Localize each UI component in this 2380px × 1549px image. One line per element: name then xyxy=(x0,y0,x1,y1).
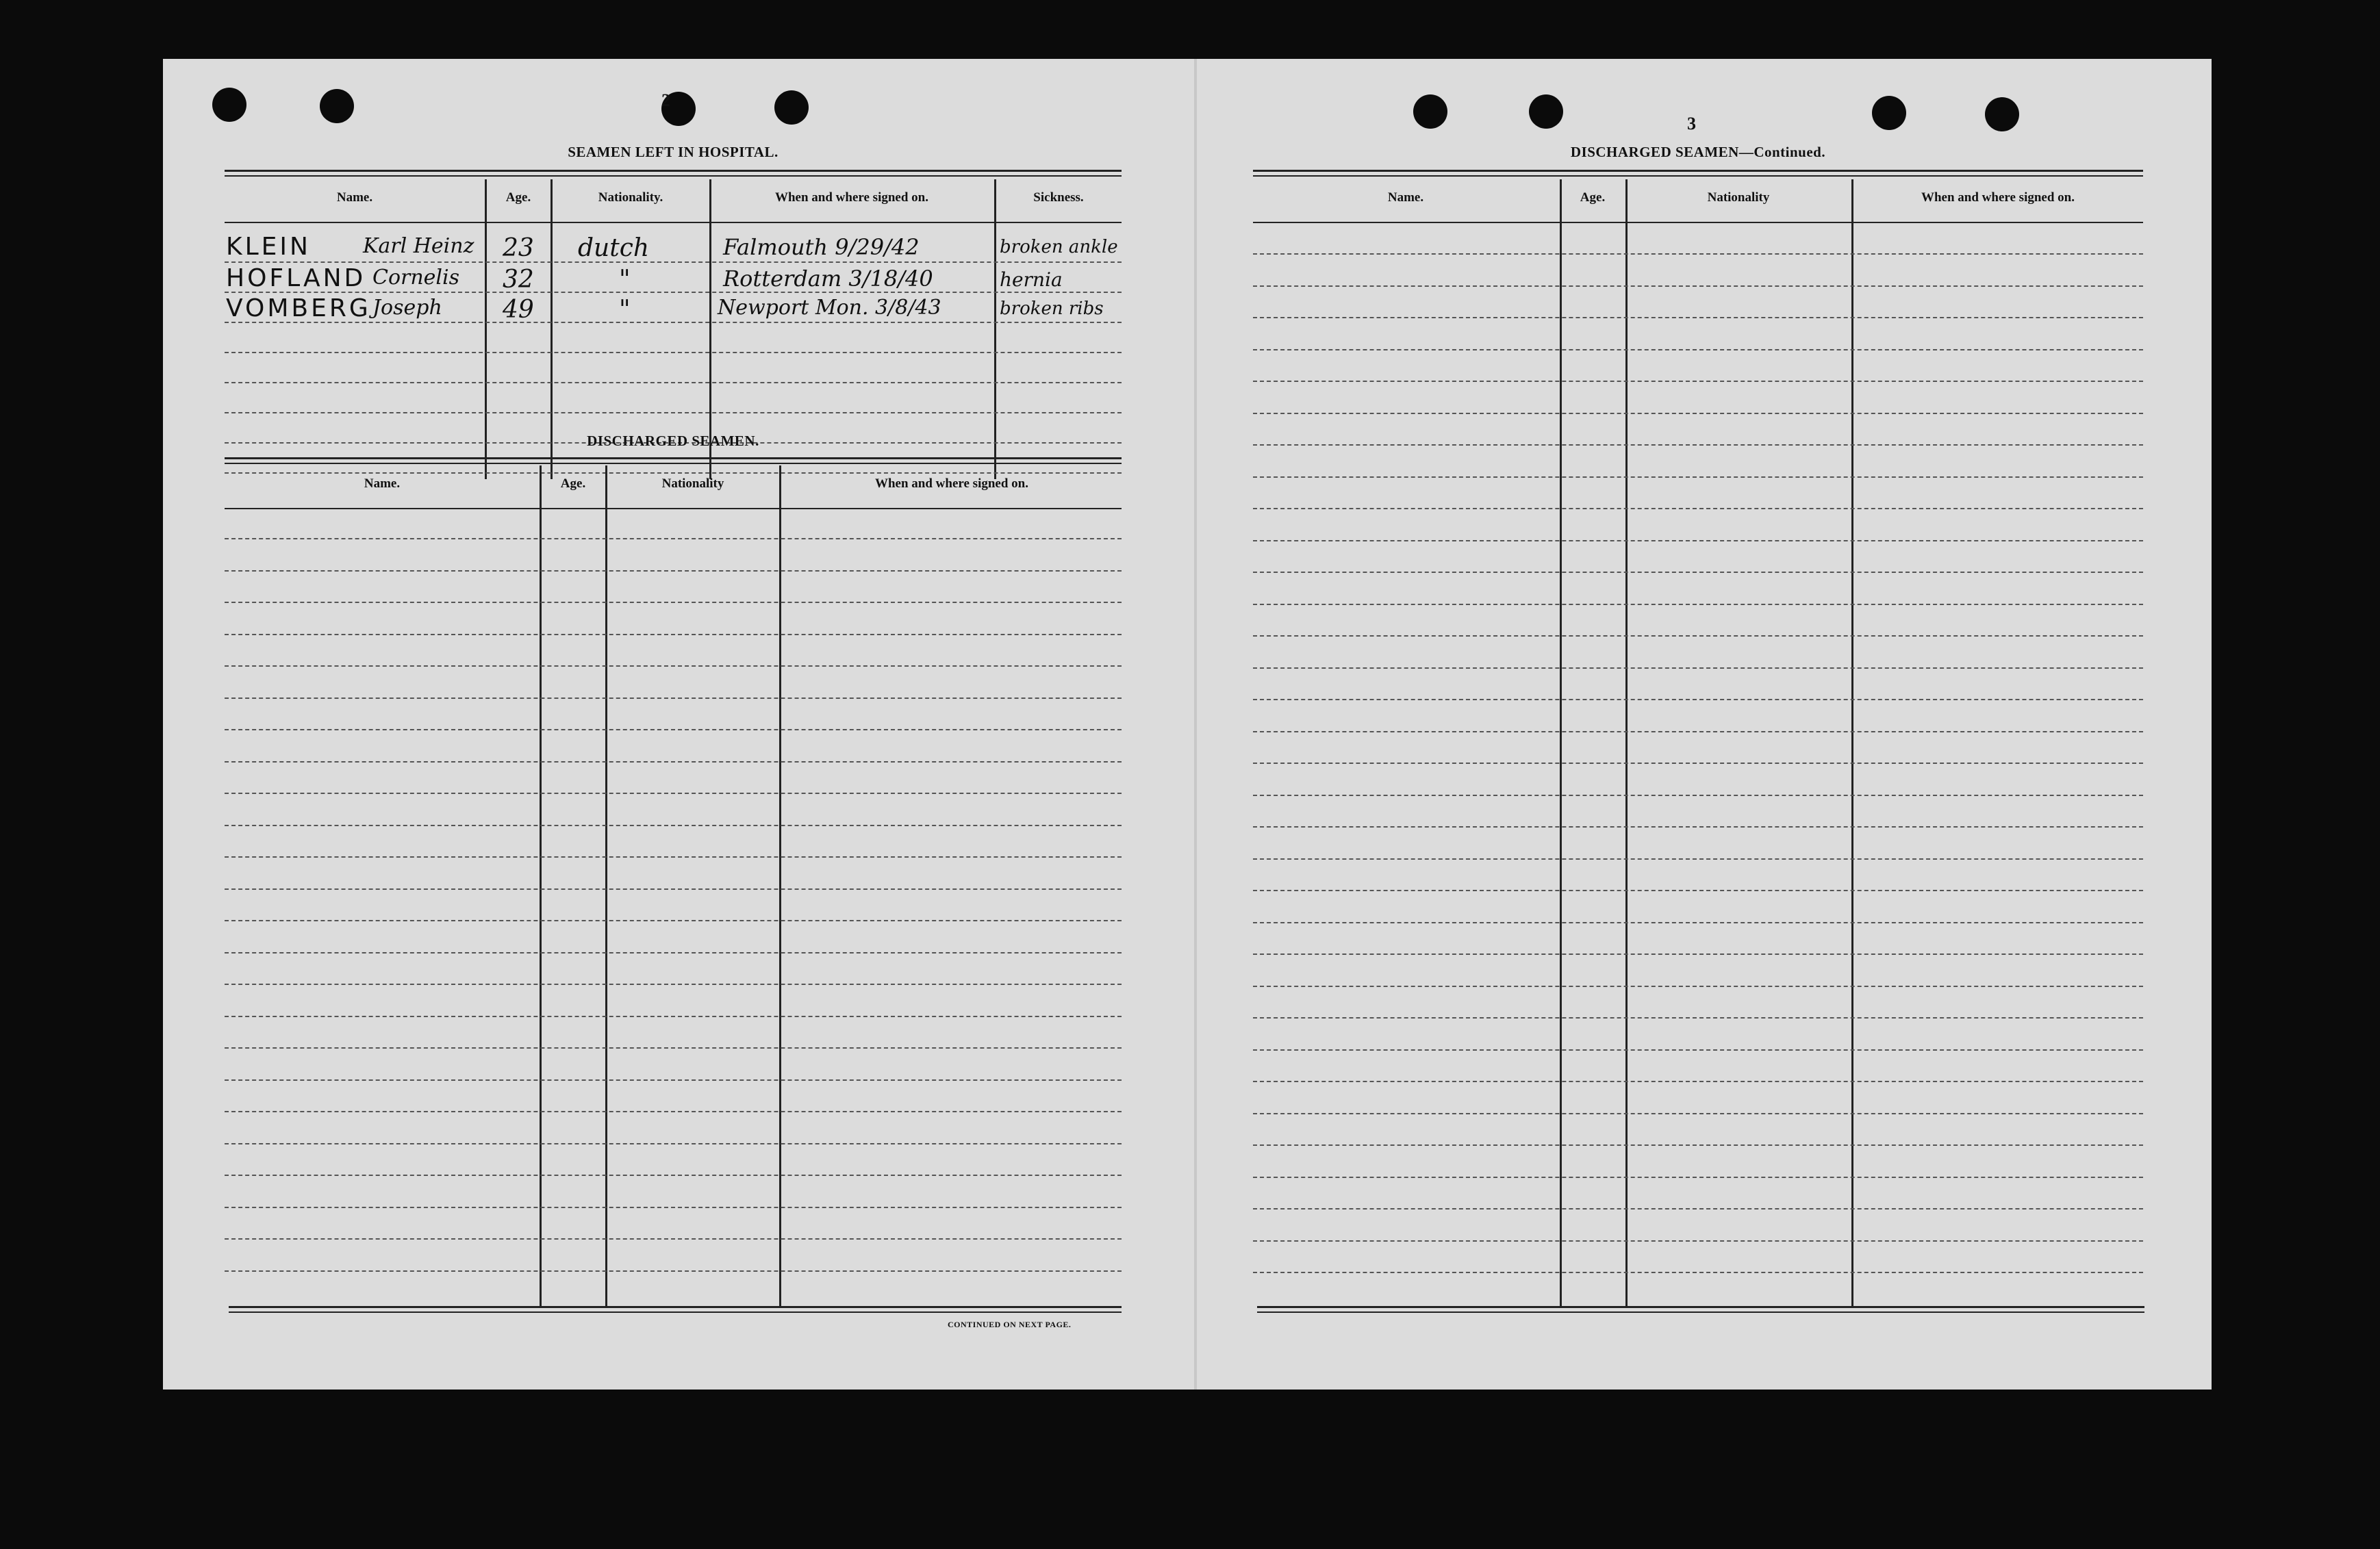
discharged-continued-title: DISCHARGED SEAMEN—Continued. xyxy=(1570,144,1826,160)
entry-line xyxy=(1253,635,2143,637)
entry-line xyxy=(1253,731,2143,732)
col-header-name: Name. xyxy=(1387,190,1424,205)
rule xyxy=(1253,222,2143,223)
entry-line xyxy=(1253,604,2143,605)
rule xyxy=(1253,175,2143,177)
entry-line xyxy=(225,1143,1122,1144)
entry-line xyxy=(1253,285,2143,287)
entry-line xyxy=(225,1016,1122,1017)
given-name: Joseph xyxy=(372,296,442,320)
entry-line xyxy=(225,352,1122,353)
col-header-age: Age. xyxy=(505,190,531,205)
rule xyxy=(225,170,1122,172)
col-header-signed-on: When and where signed on. xyxy=(774,190,928,205)
entry-line xyxy=(1253,1240,2143,1242)
rule xyxy=(229,1311,1122,1313)
sickness: hernia xyxy=(1000,268,1063,291)
entry-line xyxy=(225,1207,1122,1208)
entry-line xyxy=(225,952,1122,953)
entry-line xyxy=(225,602,1122,603)
discharged-section-title: DISCHARGED SEAMEN. xyxy=(587,433,759,449)
entry-line xyxy=(1253,253,2143,255)
entry-line xyxy=(225,825,1122,826)
signed-on: Rotterdam 3/18/40 xyxy=(723,266,933,292)
entry-line xyxy=(225,1079,1122,1081)
rule xyxy=(225,175,1122,177)
punch-hole xyxy=(774,90,809,125)
sickness: broken ribs xyxy=(1000,298,1104,319)
entry-line xyxy=(225,292,1122,293)
entry-line xyxy=(1253,953,2143,955)
signed-on: Falmouth 9/29/42 xyxy=(723,234,920,260)
surname: VOMBERG xyxy=(226,294,371,322)
entry-line xyxy=(225,729,1122,730)
entry-line xyxy=(1253,476,2143,478)
hospital-section-title: SEAMEN LEFT IN HOSPITAL. xyxy=(568,144,778,160)
entry-line xyxy=(225,570,1122,572)
entry-line xyxy=(225,382,1122,383)
entry-line xyxy=(1253,1113,2143,1114)
entry-line xyxy=(1253,1208,2143,1209)
age: 23 xyxy=(503,234,534,262)
punch-hole xyxy=(1529,94,1563,129)
entry-line xyxy=(1253,1049,2143,1051)
entry-line xyxy=(1253,444,2143,446)
col-divider xyxy=(779,465,781,1306)
surname: HOFLAND xyxy=(226,264,366,292)
col-header-nationality: Nationality xyxy=(1707,190,1770,205)
given-name: Karl Heinz xyxy=(363,234,474,258)
entry-line xyxy=(1253,795,2143,796)
entry-line xyxy=(1253,413,2143,414)
entry-line xyxy=(1253,763,2143,764)
col-header-signed-on: When and where signed on. xyxy=(1921,190,2075,205)
entry-line xyxy=(225,472,1122,474)
entry-line xyxy=(1253,667,2143,669)
entry-line xyxy=(1253,317,2143,318)
entry-line xyxy=(225,888,1122,890)
entry-line xyxy=(225,1270,1122,1272)
given-name: Cornelis xyxy=(372,266,460,290)
nationality: " xyxy=(619,296,631,324)
page-number: 3 xyxy=(1687,114,1696,133)
page-number: 2 xyxy=(661,90,670,110)
entry-line xyxy=(225,634,1122,635)
entry-line xyxy=(225,984,1122,985)
entry-line xyxy=(225,793,1122,794)
punch-hole xyxy=(1413,94,1447,129)
entry-line xyxy=(1253,922,2143,923)
entry-line xyxy=(225,412,1122,413)
entry-line xyxy=(225,761,1122,763)
age: 32 xyxy=(503,266,534,294)
punch-hole xyxy=(1872,96,1906,130)
entry-line xyxy=(225,1111,1122,1112)
punch-hole xyxy=(320,89,354,123)
nationality: dutch xyxy=(578,234,650,262)
rule xyxy=(225,222,1122,223)
ledger-sheet xyxy=(163,59,2212,1390)
col-header-signed-on: When and where signed on. xyxy=(874,476,1028,491)
continued-note: CONTINUED ON NEXT PAGE. xyxy=(948,1320,1072,1329)
entry-line xyxy=(1253,508,2143,509)
col-header-nationality: Nationality. xyxy=(598,190,663,205)
entry-line xyxy=(1253,349,2143,350)
entry-line xyxy=(1253,1272,2143,1273)
col-header-nationality: Nationality xyxy=(661,476,724,491)
entry-line xyxy=(225,1238,1122,1240)
col-header-age: Age. xyxy=(1580,190,1606,205)
col-header-name: Name. xyxy=(364,476,401,491)
col-header-age: Age. xyxy=(560,476,586,491)
rule xyxy=(1257,1306,2144,1308)
rule xyxy=(225,457,1122,459)
col-divider xyxy=(605,465,607,1306)
sickness: broken ankle xyxy=(1000,237,1118,257)
col-header-sickness: Sickness. xyxy=(1033,190,1084,205)
page-fold xyxy=(1194,59,1197,1390)
entry-line xyxy=(1253,986,2143,987)
col-header-name: Name. xyxy=(336,190,373,205)
entry-line xyxy=(225,322,1122,323)
entry-line xyxy=(225,1175,1122,1176)
entry-line xyxy=(225,856,1122,858)
entry-line xyxy=(1253,890,2143,891)
rule xyxy=(225,463,1122,464)
entry-line xyxy=(1253,826,2143,828)
entry-line xyxy=(1253,1017,2143,1019)
punch-hole xyxy=(212,88,246,122)
entry-line xyxy=(1253,1177,2143,1178)
entry-line xyxy=(225,665,1122,667)
rule xyxy=(1257,1311,2144,1313)
rule xyxy=(229,1306,1122,1308)
nationality: " xyxy=(619,266,631,294)
surname: KLEIN xyxy=(226,233,311,261)
entry-line xyxy=(1253,699,2143,700)
entry-line xyxy=(225,261,1122,263)
entry-line xyxy=(225,920,1122,921)
entry-line xyxy=(1253,858,2143,860)
signed-on: Newport Mon. 3/8/43 xyxy=(718,296,941,320)
rule xyxy=(1253,170,2143,172)
entry-line xyxy=(1253,540,2143,541)
entry-line xyxy=(1253,381,2143,382)
entry-line xyxy=(1253,572,2143,573)
punch-hole xyxy=(1985,97,2019,131)
entry-line xyxy=(1253,1144,2143,1146)
entry-line xyxy=(225,1047,1122,1049)
rule xyxy=(225,508,1122,509)
age: 49 xyxy=(503,296,534,324)
col-divider xyxy=(540,465,542,1306)
entry-line xyxy=(1253,1081,2143,1082)
entry-line xyxy=(225,538,1122,539)
entry-line xyxy=(225,697,1122,699)
